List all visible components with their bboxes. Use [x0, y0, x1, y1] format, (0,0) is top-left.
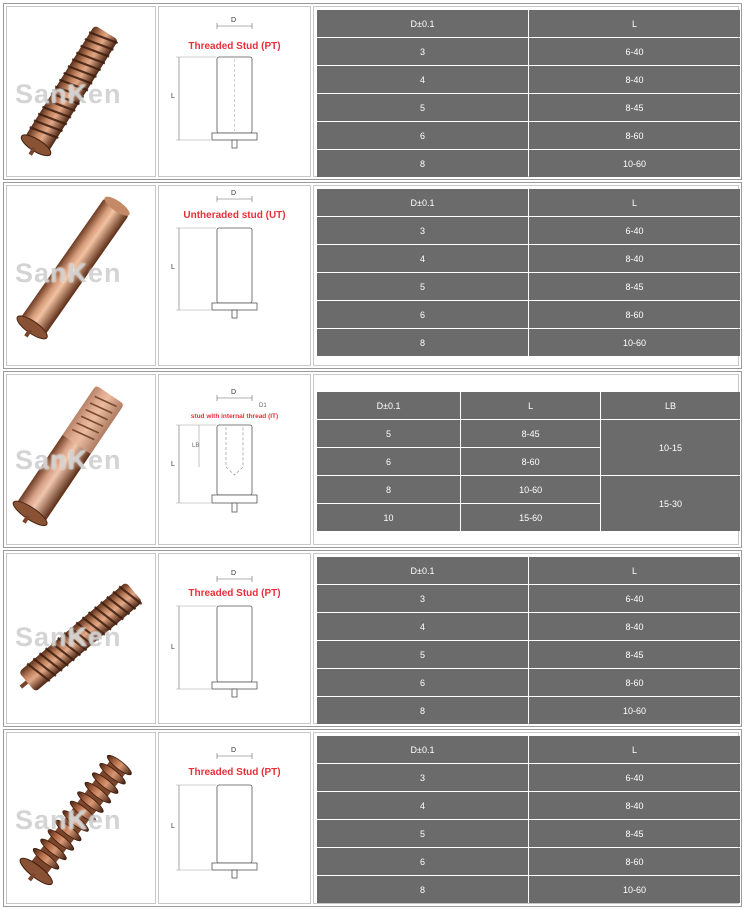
cell-diameter: 5	[317, 420, 460, 447]
cell-length: 8-40	[529, 613, 740, 640]
spec-table	[316, 188, 741, 357]
dimension-label-d: D	[231, 570, 237, 577]
header-diameter: D±0.1	[317, 392, 460, 419]
technical-drawing-cell	[158, 732, 311, 904]
cell-diameter: 3	[317, 585, 528, 612]
cell-length: 10-60	[529, 697, 740, 724]
cell-length: 8-40	[529, 66, 740, 93]
stud-type-title: stud with internal thread (IT)	[190, 413, 279, 420]
cell-length: 8-60	[529, 669, 740, 696]
table-header-row	[317, 189, 740, 216]
cell-diameter: 3	[317, 217, 528, 244]
spec-table	[316, 735, 741, 904]
table-row	[317, 38, 740, 65]
table-row	[317, 150, 740, 177]
cell-length: 6-40	[529, 217, 740, 244]
dimension-label-d: D	[231, 747, 237, 754]
cell-diameter: 8	[317, 876, 528, 903]
cell-length: 8-45	[529, 820, 740, 847]
table-header-row	[317, 557, 740, 584]
cell-length: 8-45	[529, 273, 740, 300]
dimension-label-d: D	[231, 389, 237, 396]
product-photo-cell	[6, 553, 156, 724]
technical-drawing-cell	[158, 553, 311, 724]
technical-drawing-cell	[158, 185, 311, 366]
dimension-label-l: L	[171, 461, 175, 468]
cell-diameter: 5	[317, 273, 528, 300]
table-row	[317, 301, 740, 328]
cell-length: 8-60	[529, 122, 740, 149]
cell-diameter: 4	[317, 792, 528, 819]
cell-length: 6-40	[529, 764, 740, 791]
stud-type-title: Threaded Stud (PT)	[188, 588, 281, 599]
cell-length: 8-60	[461, 448, 600, 475]
table-row	[317, 876, 740, 903]
product-photo-cell	[6, 185, 156, 366]
cell-diameter: 8	[317, 476, 460, 503]
header-diameter: D±0.1	[317, 736, 528, 763]
cell-diameter: 5	[317, 94, 528, 121]
cell-diameter: 6	[317, 122, 528, 149]
header-length: L	[529, 557, 740, 584]
cell-diameter: 6	[317, 448, 460, 475]
cell-diameter: 8	[317, 150, 528, 177]
watermark-logo: SanKen	[15, 805, 122, 835]
dimension-label-d: D	[231, 17, 237, 24]
table-row	[317, 697, 740, 724]
table-header-row	[317, 392, 740, 419]
technical-drawing-cell	[158, 6, 311, 177]
header-length: L	[529, 736, 740, 763]
product-photo-cell	[6, 732, 156, 904]
cell-length: 6-40	[529, 38, 740, 65]
product-row-coarse-threaded-stud	[3, 729, 742, 907]
spec-table-cell	[313, 553, 739, 724]
stud-type-title: Threaded Stud (PT)	[188, 767, 281, 778]
table-row	[317, 329, 740, 356]
cell-lb: 10-15	[601, 420, 740, 475]
technical-drawing-cell	[158, 374, 311, 545]
dimension-label-l: L	[171, 823, 175, 830]
cell-length: 8-45	[529, 641, 740, 668]
cell-length: 10-60	[461, 476, 600, 503]
spec-table-cell	[313, 185, 739, 366]
product-row-unthreaded-stud	[3, 182, 742, 369]
cell-diameter: 6	[317, 669, 528, 696]
cell-length: 8-40	[529, 245, 740, 272]
stud-dimension-drawing	[159, 554, 310, 724]
stud-dimension-drawing	[159, 7, 310, 177]
stud-dimension-drawing	[159, 733, 310, 904]
cell-diameter: 4	[317, 245, 528, 272]
table-row	[317, 613, 740, 640]
spec-table	[316, 391, 741, 532]
header-length: L	[461, 392, 600, 419]
cell-diameter: 4	[317, 613, 528, 640]
cell-length: 8-40	[529, 792, 740, 819]
dimension-label-l: L	[171, 264, 175, 271]
watermark-logo: SanKen	[15, 445, 122, 475]
product-row-internal-thread-stud	[3, 371, 742, 548]
stud-dimension-drawing	[159, 375, 310, 545]
spec-table	[316, 9, 741, 178]
table-header-row	[317, 10, 740, 37]
spec-table-cell	[313, 732, 739, 904]
cell-diameter: 5	[317, 641, 528, 668]
cell-diameter: 4	[317, 66, 528, 93]
header-diameter: D±0.1	[317, 10, 528, 37]
cell-diameter: 8	[317, 329, 528, 356]
dimension-label-l: L	[171, 93, 175, 100]
header-length: L	[529, 189, 740, 216]
dimension-label-d1: D1	[259, 403, 267, 409]
cell-length: 15-60	[461, 504, 600, 531]
cell-length: 8-45	[529, 94, 740, 121]
watermark-logo: SanKen	[15, 622, 122, 652]
header-lb: LB	[601, 392, 740, 419]
header-diameter: D±0.1	[317, 189, 528, 216]
product-row-threaded-stud-1	[3, 3, 742, 180]
product-photo-cell	[6, 374, 156, 545]
table-row	[317, 122, 740, 149]
stud-type-title: Threaded Stud (PT)	[188, 41, 281, 52]
table-row	[317, 848, 740, 875]
cell-diameter: 3	[317, 38, 528, 65]
table-row	[317, 764, 740, 791]
watermark-logo: SanKen	[15, 258, 122, 288]
header-diameter: D±0.1	[317, 557, 528, 584]
product-row-threaded-stud-2	[3, 550, 742, 727]
cell-lb: 15-30	[601, 476, 740, 531]
table-row	[317, 792, 740, 819]
table-row	[317, 669, 740, 696]
table-row	[317, 420, 740, 447]
spec-table	[316, 556, 741, 725]
cell-diameter: 8	[317, 697, 528, 724]
stud-type-title: Untheraded stud (UT)	[183, 210, 286, 221]
dimension-label-d: D	[231, 190, 237, 197]
spec-table-cell	[313, 374, 739, 545]
table-row	[317, 66, 740, 93]
cell-diameter: 10	[317, 504, 460, 531]
cell-length: 10-60	[529, 329, 740, 356]
cell-diameter: 3	[317, 764, 528, 791]
cell-length: 6-40	[529, 585, 740, 612]
cell-diameter: 6	[317, 301, 528, 328]
table-row	[317, 820, 740, 847]
product-photo-cell	[6, 6, 156, 177]
watermark-logo: SanKen	[15, 79, 122, 109]
table-row	[317, 641, 740, 668]
table-row	[317, 476, 740, 503]
cell-diameter: 6	[317, 848, 528, 875]
table-row	[317, 94, 740, 121]
spec-table-cell	[313, 6, 739, 177]
dimension-label-l: L	[171, 644, 175, 651]
cell-length: 10-60	[529, 150, 740, 177]
cell-diameter: 5	[317, 820, 528, 847]
table-row	[317, 217, 740, 244]
table-row	[317, 273, 740, 300]
stud-dimension-drawing	[159, 186, 310, 366]
table-row	[317, 245, 740, 272]
dimension-label-lb: LB	[192, 443, 200, 449]
cell-length: 8-60	[529, 848, 740, 875]
table-header-row	[317, 736, 740, 763]
cell-length: 10-60	[529, 876, 740, 903]
table-row	[317, 585, 740, 612]
cell-length: 8-45	[461, 420, 600, 447]
header-length: L	[529, 10, 740, 37]
cell-length: 8-60	[529, 301, 740, 328]
